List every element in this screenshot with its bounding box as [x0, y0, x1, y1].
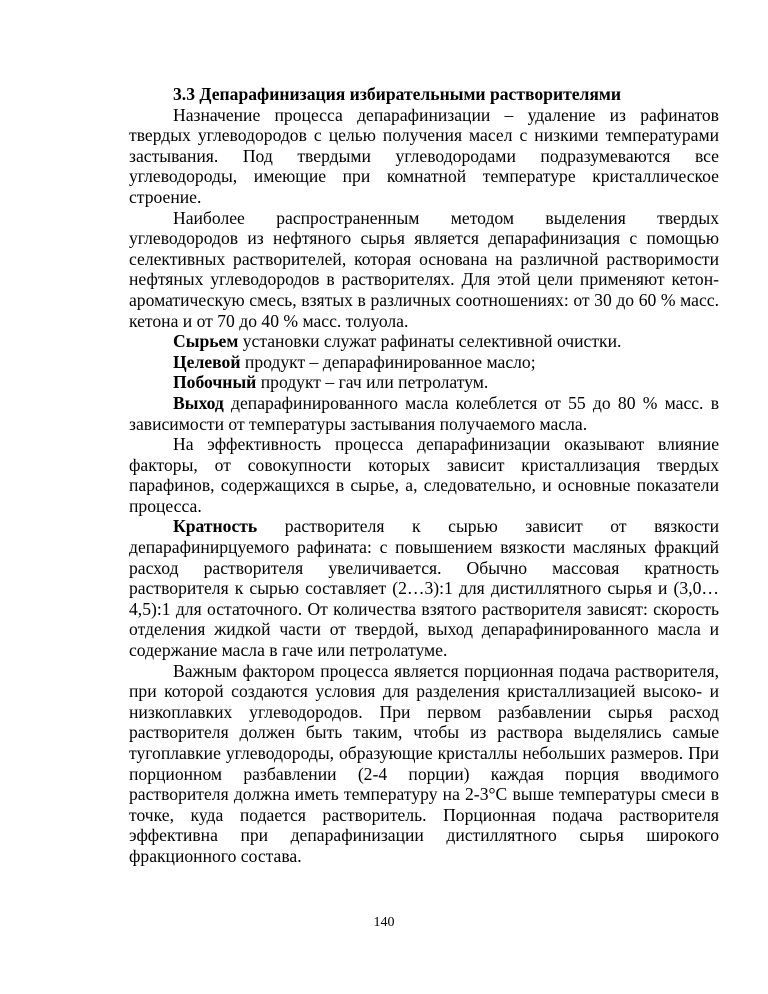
term-ratio: Кратность	[173, 516, 258, 537]
section-heading: 3.3 Депарафинизация избирательными растворителями	[173, 84, 622, 104]
byproduct-text: продукт – гач или петролатум.	[256, 372, 489, 393]
ratio-text: растворителя к сырью зависит от вязкости депарафинирцуемого рафината: с повышением вязкости масляных фракций расход растворителя увеличивается. Обычно массовая кратность растворителя к сырью составляет (2…3):1 для дистиллятного сырья и (3,0…4,5):1 для остаточного. От количества взятого растворителя зависят: скорость отделения жидкой части от твердой, выход депарафинированного масла и содержание масла в гаче или петролатуме.	[129, 516, 719, 661]
paragraph-method: Наиболее распространенным методом выделения твердых углеводородов из нефтяного сырья является депарафинизация с помощью селективных растворителей, которая основана на различной растворимости нефтяных углеводородов в растворителях. Для этой цели применяют кетон-ароматическую смесь, взятых в различных соотношениях: от 30 до 60 % масс. кетона и от 70 до 40 % масс. толуола.	[129, 207, 719, 331]
paragraph-target-product	[129, 352, 719, 373]
term-feedstock: Сырьем	[173, 331, 239, 352]
term-byproduct: Побочный	[173, 372, 257, 393]
paragraph-portion-feed: Важным фактором процесса является порционная подача растворителя, при которой создаются условия для разделения кристаллизацией высоко- и низкоплавких углеводородов. При первом разбавлении сырья расход растворителя должен быть таким, чтобы из раствора выделялись самые тугоплавкие углеводороды, образующие кристаллы небольших размеров. При порционном разбавлении (2-4 порции) каждая порция вводимого растворителя должна иметь температуру на 2-3°С выше температуры смеси в точке, куда подается растворитель. Порционная подача растворителя эффективна при депарафинизации дистиллятного сырья широкого фракционного состава.	[129, 660, 719, 866]
paragraph-yield	[129, 393, 719, 434]
paragraph-byproduct	[129, 372, 719, 393]
feedstock-text: установки служат рафинаты селективной очистки.	[238, 331, 622, 352]
target-text: продукт – депарафинированное масло;	[240, 351, 536, 372]
term-target: Целевой	[173, 351, 241, 372]
page-body	[129, 84, 719, 867]
page-number: 140	[373, 915, 395, 930]
paragraph-feedstock	[129, 331, 719, 352]
paragraph-purpose: Назначение процесса депарафинизации – удаление из рафинатов твердых углеводородов с целью получения масел с низкими температурами застывания. Под твердыми углеводородами подразумеваются все углеводороды, имеющие при комнатной температуре кристаллическое строение.	[129, 104, 719, 207]
term-yield: Выход	[173, 392, 224, 413]
yield-text: депарафинированного масла колеблется от 55 до 80 % масс. в зависимости от температуры застывания получаемого масла.	[129, 392, 719, 434]
paragraph-ratio	[129, 516, 719, 660]
paragraph-factors: На эффективность процесса депарафинизации оказывают влияние факторы, от совокупности которых зависит кристаллизация твердых парафинов, содержащихся в сырье, а, следовательно, и основные показатели процесса.	[129, 434, 719, 516]
